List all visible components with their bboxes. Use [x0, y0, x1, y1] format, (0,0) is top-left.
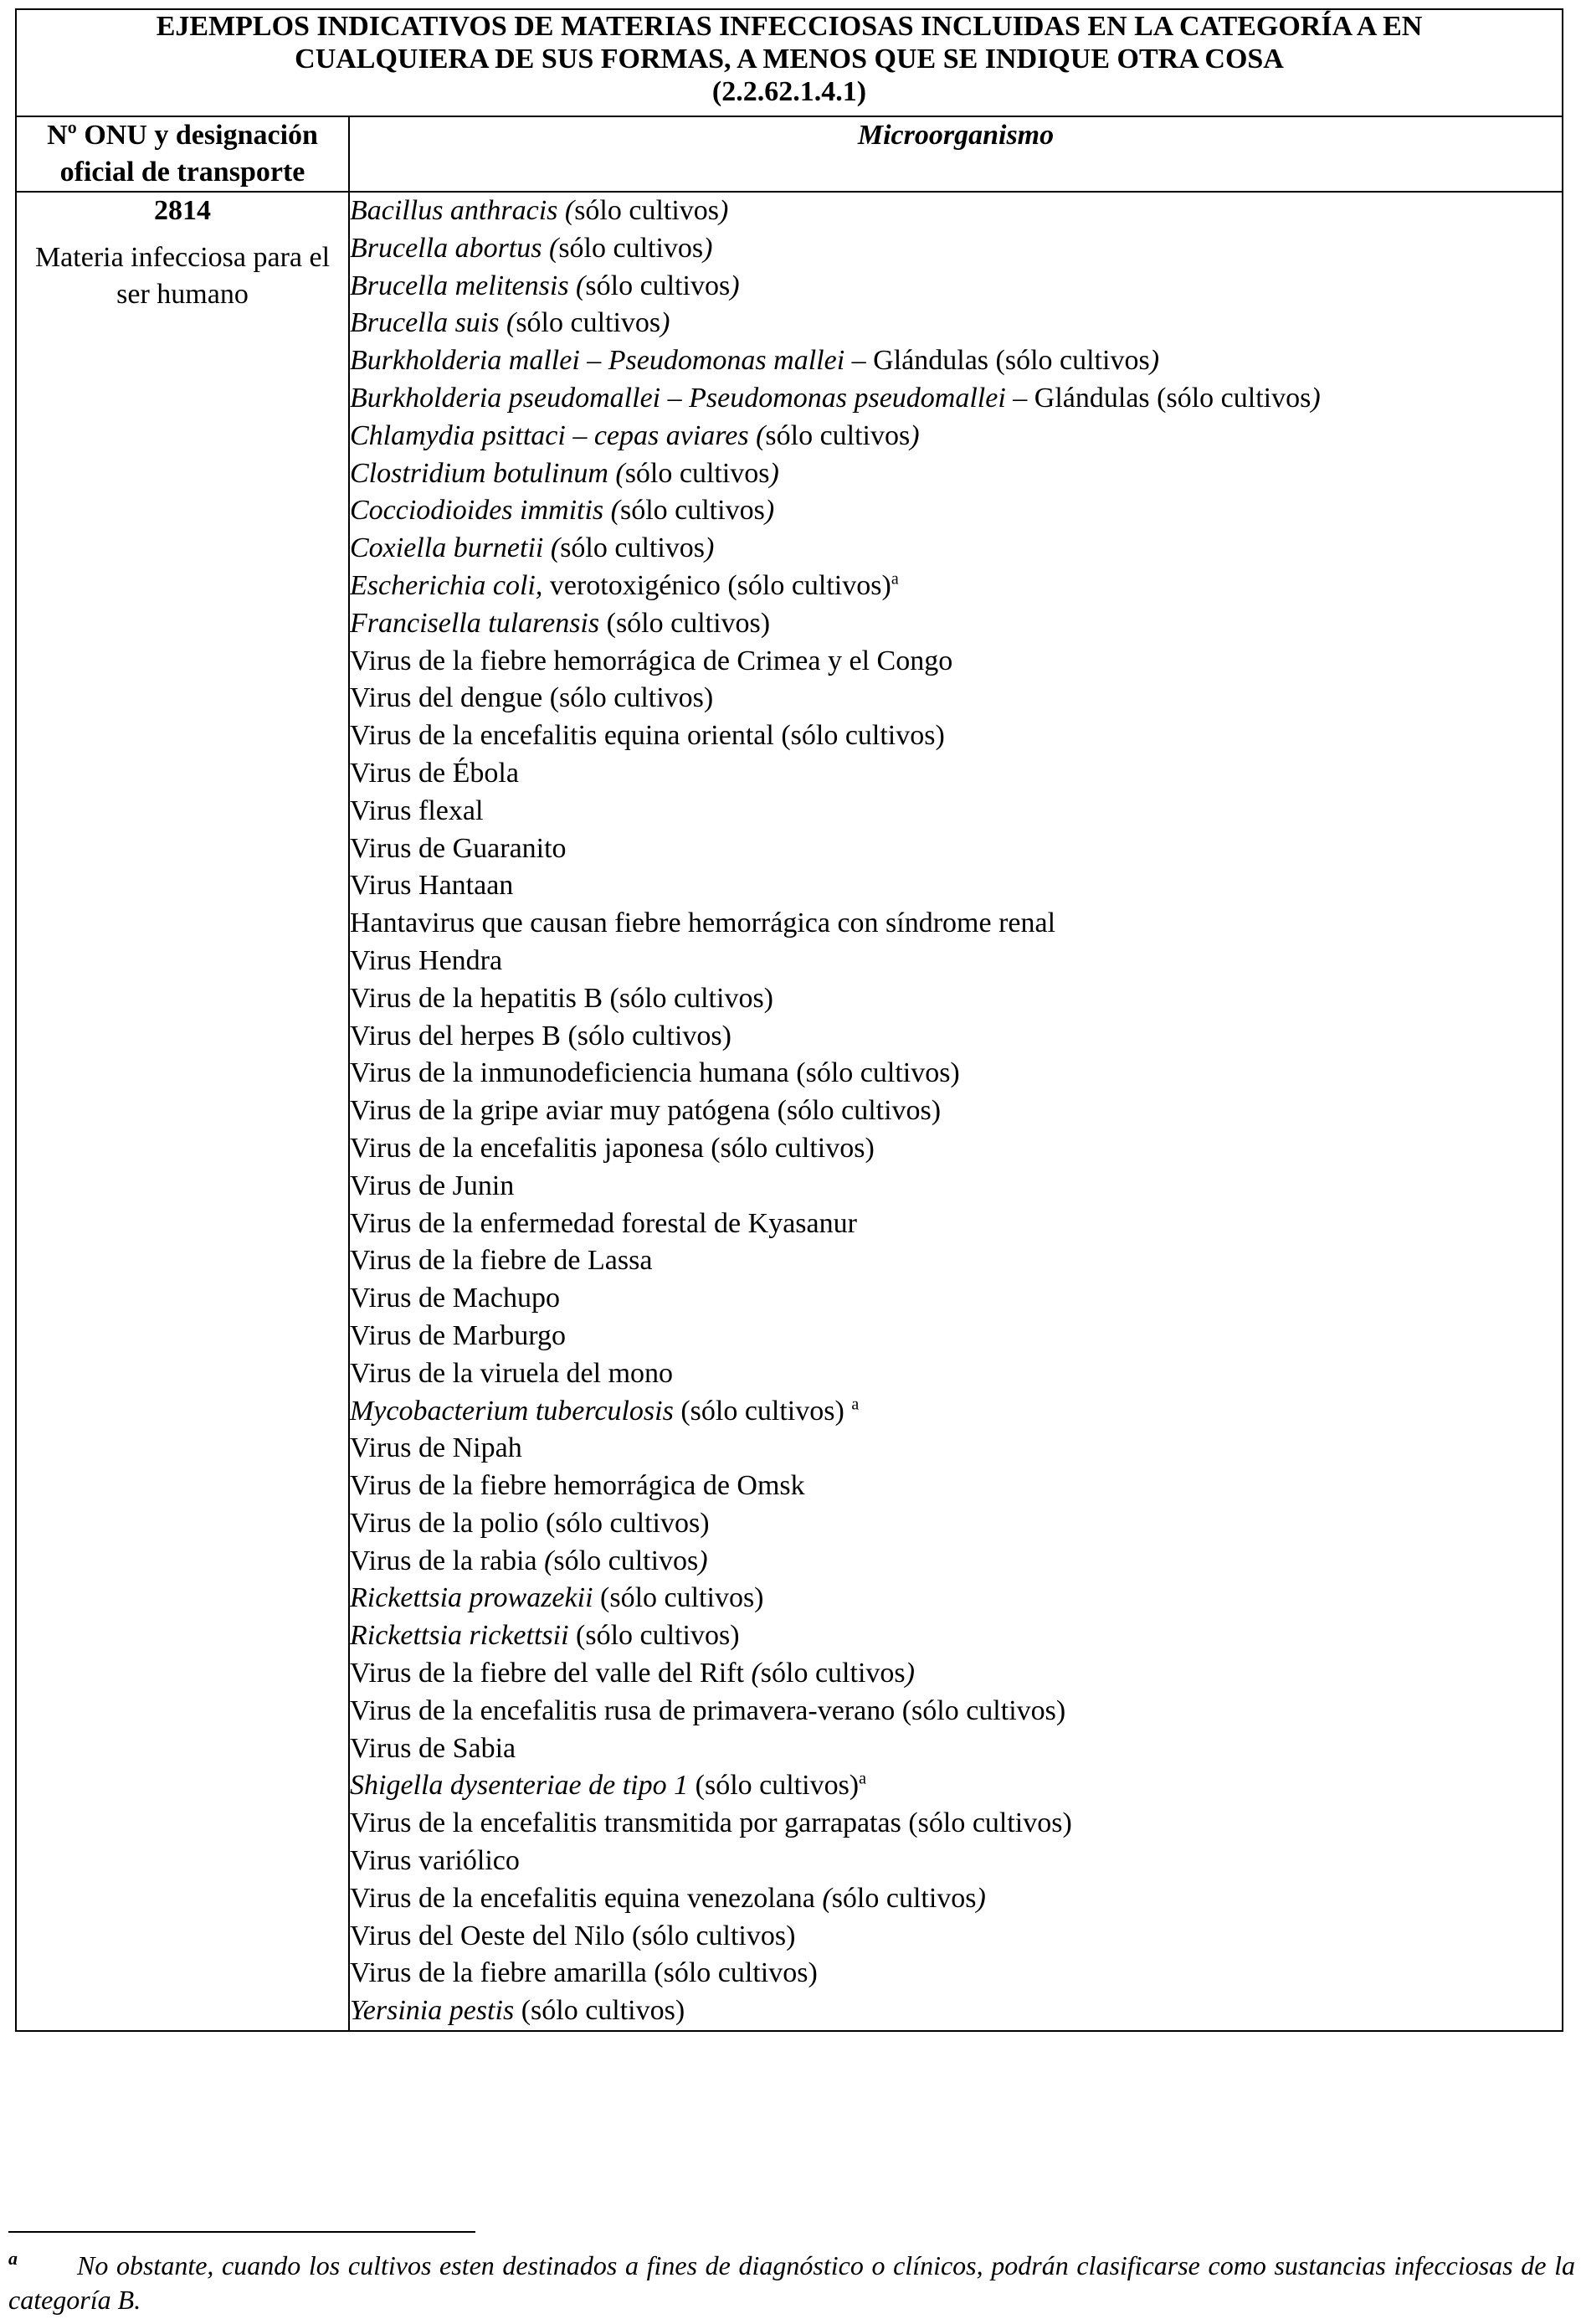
- infectious-substances-table: [15, 8, 1563, 2032]
- organism-text: Clostridium botulinum (: [350, 457, 625, 489]
- organism-text: Virus Hantaan: [350, 870, 514, 902]
- microorganism-cell: [349, 192, 1563, 2031]
- list-item: [350, 1992, 1562, 2030]
- list-item: [350, 1918, 1562, 1956]
- microorganism-list: [350, 193, 1562, 2030]
- organism-text: Virus de Sabia: [350, 1732, 516, 1764]
- organism-text: Cocciodioides immitis (: [350, 495, 620, 527]
- list-item: [350, 380, 1562, 418]
- organism-text: (sólo cultivos): [673, 1395, 852, 1427]
- list-item: [350, 230, 1562, 268]
- organism-text: Bacillus anthracis (: [350, 195, 575, 226]
- organism-text: Virus de la enfermedad forestal de Kyasanur: [350, 1207, 857, 1239]
- list-item: [350, 643, 1562, 681]
- list-item: [350, 755, 1562, 793]
- un-description: Materia infecciosa para el ser humano: [34, 242, 331, 310]
- list-item: [350, 1880, 1562, 1918]
- organism-text: Brucella abortus (: [350, 232, 559, 264]
- list-item: [350, 717, 1562, 755]
- list-item: [350, 1242, 1562, 1280]
- list-item: [350, 1843, 1562, 1880]
- organism-text: sólo cultivos: [765, 419, 911, 451]
- list-item: [350, 1505, 1562, 1543]
- organism-text: Virus de la gripe aviar muy patógena (sólo cultivos): [350, 1095, 942, 1127]
- list-item: [350, 980, 1562, 1018]
- organism-text: Virus de la fiebre hemorrágica de Crimea y el Congo: [350, 645, 953, 676]
- organism-text: ): [905, 1658, 915, 1689]
- list-item: [350, 1430, 1562, 1468]
- list-item: [350, 1055, 1562, 1093]
- organism-text: Virus de Machupo: [350, 1283, 561, 1314]
- footnote-reference: a: [859, 1770, 867, 1789]
- organism-text: Virus de la fiebre hemorrágica de Omsk: [350, 1470, 805, 1502]
- organism-text: ): [698, 1545, 708, 1576]
- organism-text: Escherichia coli,: [350, 569, 543, 601]
- list-item: [350, 1018, 1562, 1056]
- list-item: [350, 1318, 1562, 1355]
- list-item: [350, 1468, 1562, 1505]
- list-item: [350, 1693, 1562, 1730]
- organism-text: Virus de la encefalitis equina venezolana: [350, 1882, 823, 1914]
- organism-text: sólo cultivos: [831, 1882, 977, 1914]
- organism-text: (sólo cultivos): [599, 607, 771, 639]
- organism-text: Brucella suis (: [350, 307, 516, 339]
- list-item: [350, 418, 1562, 455]
- organism-text: Virus de Guaranito: [350, 832, 567, 864]
- organism-text: ): [660, 307, 670, 339]
- organism-text: (sólo cultivos): [593, 1582, 764, 1614]
- list-item: [350, 1580, 1562, 1617]
- organism-text: ): [730, 270, 740, 301]
- list-item: [350, 1655, 1562, 1693]
- list-item: [350, 1543, 1562, 1581]
- organism-text: Virus de Junin: [350, 1170, 515, 1201]
- list-item: [350, 1280, 1562, 1318]
- list-item: [350, 1206, 1562, 1243]
- un-number: 2814: [154, 195, 211, 226]
- organism-text: Francisella tularensis: [350, 607, 600, 639]
- organism-text: ): [719, 195, 729, 226]
- list-item: [350, 1393, 1562, 1431]
- organism-text: ): [976, 1882, 986, 1914]
- footnote-reference: a: [851, 1395, 860, 1414]
- list-item: [350, 680, 1562, 717]
- organism-text: Virus de la encefalitis japonesa (sólo cultivos): [350, 1132, 875, 1164]
- footnote-text: No obstante, cuando los cultivos esten destinados a fines de diagnóstico o clínicos, podrán clasificarse como sustancias infecciosas de la categoría B.: [8, 2250, 1575, 2315]
- organism-text: ): [705, 532, 715, 564]
- column-header-un-number: Nº ONU y designación oficial de transporte: [16, 116, 349, 192]
- organism-text: ): [910, 419, 920, 451]
- organism-text: Rickettsia prowazekii: [350, 1582, 593, 1614]
- list-item: [350, 905, 1562, 943]
- list-item: [350, 530, 1562, 568]
- organism-text: Shigella dysenteriae de tipo 1: [350, 1770, 689, 1802]
- table-title: [16, 9, 1563, 116]
- organism-text: Virus del herpes B (sólo cultivos): [350, 1020, 731, 1051]
- table-title-line-2: CUALQUIERA DE SUS FORMAS, A MENOS QUE SE INDIQUE OTRA COSA: [295, 44, 1284, 75]
- organism-text: Burkholderia pseudomallei – Pseudomonas pseudomallei: [350, 382, 1006, 414]
- organism-text: sólo cultivos: [619, 495, 765, 527]
- list-item: [350, 1355, 1562, 1393]
- list-item: [350, 793, 1562, 830]
- list-item: [350, 568, 1562, 605]
- list-item: [350, 867, 1562, 905]
- organism-text: sólo cultivos: [760, 1658, 906, 1689]
- list-item: [350, 943, 1562, 980]
- organism-text: sólo cultivos: [585, 270, 731, 301]
- organism-text: sólo cultivos: [553, 1545, 699, 1576]
- organism-text: Burkholderia mallei – Pseudomonas mallei: [350, 345, 845, 377]
- organism-text: ): [703, 232, 713, 264]
- organism-text: Virus Hendra: [350, 944, 503, 976]
- organism-text: Virus de Nipah: [350, 1432, 522, 1464]
- organism-text: sólo cultivos: [560, 532, 706, 564]
- list-item: [350, 305, 1562, 342]
- organism-text: Virus de la hepatitis B (sólo cultivos): [350, 982, 773, 1014]
- list-item: [350, 1730, 1562, 1768]
- organism-text: Yersinia pestis: [350, 1995, 515, 2027]
- organism-text: (: [751, 1658, 761, 1689]
- footnote-reference: a: [891, 569, 899, 589]
- organism-text: Virus de la fiebre del valle del Rift: [350, 1658, 752, 1689]
- list-item: [350, 830, 1562, 868]
- list-item: [350, 1617, 1562, 1655]
- list-item: [350, 1168, 1562, 1206]
- list-item: [350, 1805, 1562, 1843]
- table-title-line-3: (2.2.62.1.4.1): [711, 76, 867, 107]
- organism-text: sólo cultivos: [558, 232, 704, 264]
- list-item: [350, 455, 1562, 493]
- organism-text: ): [764, 495, 775, 527]
- organism-text: Virus de la encefalitis rusa de primavera-verano (sólo cultivos): [350, 1694, 1066, 1726]
- organism-text: – Glándulas (sólo cultivos: [1005, 382, 1312, 414]
- organism-text: Mycobacterium tuberculosis: [350, 1395, 674, 1427]
- list-item: [350, 268, 1562, 306]
- organism-text: Virus de la fiebre de Lassa: [350, 1245, 653, 1277]
- organism-text: Virus de la fiebre amarilla (sólo cultivos): [350, 1957, 818, 1989]
- organism-text: verotoxigénico (sólo cultivos): [542, 569, 891, 601]
- organism-text: sólo cultivos: [574, 195, 720, 226]
- organism-text: Coxiella burnetii (: [350, 532, 561, 564]
- organism-text: Virus de la rabia: [350, 1545, 545, 1576]
- organism-text: – Glándulas (sólo cultivos: [844, 345, 1150, 377]
- organism-text: Virus de la encefalitis transmitida por garrapatas (sólo cultivos): [350, 1807, 1072, 1839]
- organism-text: (sólo cultivos): [514, 1995, 685, 2027]
- column-header-microorganism: Microorganismo: [349, 116, 1563, 192]
- organism-text: Virus flexal: [350, 794, 484, 826]
- organism-text: Virus de la inmunodeficiencia humana (sólo cultivos): [350, 1057, 960, 1089]
- list-item: [350, 605, 1562, 643]
- footnote: a No obstante, cuando los cultivos esten destinados a fines de diagnóstico o clínicos, podrán clasificarse como sustancias infecciosas de la categoría B.: [8, 2248, 1575, 2315]
- list-item: [350, 1093, 1562, 1130]
- list-item: [350, 1955, 1562, 1992]
- organism-text: Virus de la polio (sólo cultivos): [350, 1507, 710, 1539]
- table-title-line-1: EJEMPLOS INDICATIVOS DE MATERIAS INFECCIOSAS INCLUIDAS EN LA CATEGORÍA A EN: [156, 11, 1423, 42]
- organism-text: Virus del Oeste del Nilo (sólo cultivos): [350, 1920, 796, 1951]
- organism-text: Hantavirus que causan fiebre hemorrágica con síndrome renal: [350, 907, 1056, 939]
- footnote-separator: [8, 2231, 475, 2233]
- organism-text: Virus de Ébola: [350, 757, 519, 789]
- organism-text: Brucella melitensis (: [350, 270, 586, 301]
- organism-text: Virus de la encefalitis equina oriental (sólo cultivos): [350, 720, 945, 752]
- organism-text: (sólo cultivos): [568, 1620, 740, 1652]
- organism-text: Virus variólico: [350, 1845, 520, 1877]
- organism-text: Virus del dengue (sólo cultivos): [350, 682, 714, 714]
- organism-text: ): [1149, 345, 1160, 377]
- organism-text: Virus de Marburgo: [350, 1319, 566, 1351]
- organism-text: Chlamydia psittaci – cepas aviares (: [350, 419, 766, 451]
- organism-text: ): [769, 457, 779, 489]
- organism-text: (: [822, 1882, 832, 1914]
- organism-text: ): [1311, 382, 1321, 414]
- list-item: [350, 193, 1562, 230]
- organism-text: Virus de la viruela del mono: [350, 1357, 674, 1389]
- list-item: [350, 1130, 1562, 1168]
- list-item: [350, 492, 1562, 530]
- organism-text: (sólo cultivos): [688, 1770, 860, 1802]
- organism-text: Rickettsia rickettsii: [350, 1620, 569, 1652]
- organism-text: sólo cultivos: [624, 457, 770, 489]
- organism-text: sólo cultivos: [516, 307, 661, 339]
- un-entry-cell: [16, 192, 349, 2031]
- organism-text: (: [544, 1545, 554, 1576]
- list-item: [350, 1767, 1562, 1805]
- list-item: [350, 342, 1562, 380]
